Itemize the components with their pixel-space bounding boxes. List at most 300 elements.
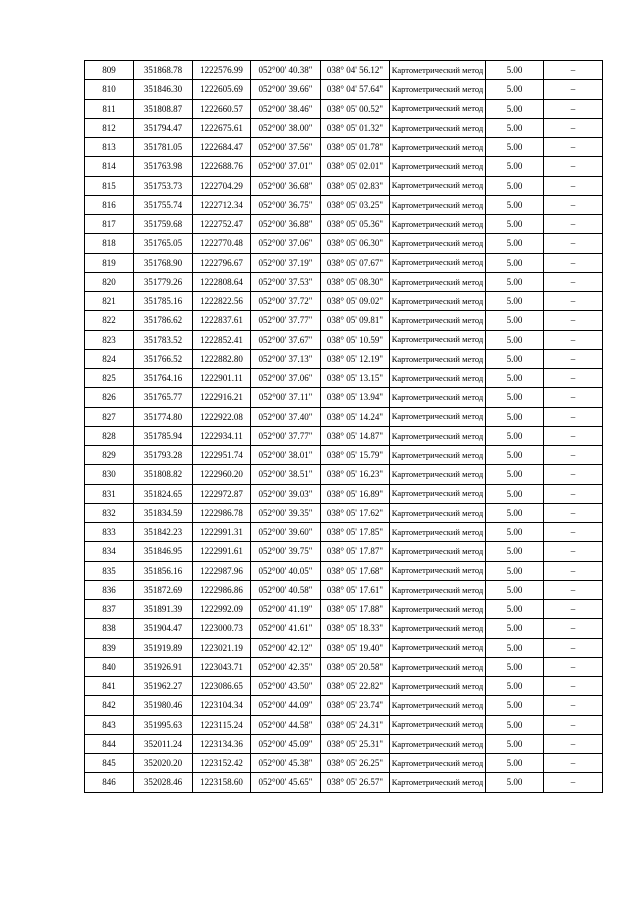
method-cell: Картометрический метод (390, 484, 486, 503)
note-cell: – (544, 446, 603, 465)
table-row (85, 580, 603, 599)
y-coordinate-cell: 1222986.86 (193, 580, 251, 599)
point-number-cell: 830 (85, 465, 134, 484)
latitude-cell: 052°00' 37.72" (251, 292, 321, 311)
method-cell: Картометрический метод (390, 677, 486, 696)
note-cell: – (544, 80, 603, 99)
note-cell: – (544, 349, 603, 368)
x-coordinate-cell: 351763.98 (134, 157, 193, 176)
table-row (85, 80, 603, 99)
latitude-cell: 052°00' 37.01" (251, 157, 321, 176)
point-number-cell: 822 (85, 311, 134, 330)
accuracy-cell: 5.00 (486, 176, 544, 195)
accuracy-cell: 5.00 (486, 503, 544, 522)
point-number-cell: 839 (85, 638, 134, 657)
method-cell: Картометрический метод (390, 61, 486, 80)
point-number-cell: 841 (85, 677, 134, 696)
point-number-cell: 811 (85, 99, 134, 118)
longitude-cell: 038° 05' 01.32" (321, 118, 390, 137)
latitude-cell: 052°00' 43.50" (251, 677, 321, 696)
y-coordinate-cell: 1222922.08 (193, 407, 251, 426)
x-coordinate-cell: 351834.59 (134, 503, 193, 522)
point-number-cell: 829 (85, 446, 134, 465)
longitude-cell: 038° 05' 17.62" (321, 503, 390, 522)
y-coordinate-cell: 1222660.57 (193, 99, 251, 118)
point-number-cell: 824 (85, 349, 134, 368)
longitude-cell: 038° 05' 08.30" (321, 272, 390, 291)
x-coordinate-cell: 351765.05 (134, 234, 193, 253)
note-cell: – (544, 388, 603, 407)
longitude-cell: 038° 05' 16.89" (321, 484, 390, 503)
method-cell: Картометрический метод (390, 638, 486, 657)
accuracy-cell: 5.00 (486, 580, 544, 599)
x-coordinate-cell: 351904.47 (134, 619, 193, 638)
x-coordinate-cell: 351779.26 (134, 272, 193, 291)
note-cell: – (544, 657, 603, 676)
method-cell: Картометрический метод (390, 349, 486, 368)
table-row (85, 619, 603, 638)
point-number-cell: 820 (85, 272, 134, 291)
accuracy-cell: 5.00 (486, 311, 544, 330)
point-number-cell: 817 (85, 215, 134, 234)
latitude-cell: 052°00' 36.75" (251, 195, 321, 214)
table-row (85, 638, 603, 657)
accuracy-cell: 5.00 (486, 715, 544, 734)
table-row (85, 715, 603, 734)
longitude-cell: 038° 05' 10.59" (321, 330, 390, 349)
y-coordinate-cell: 1223134.36 (193, 734, 251, 753)
point-number-cell: 818 (85, 234, 134, 253)
x-coordinate-cell: 351783.52 (134, 330, 193, 349)
longitude-cell: 038° 05' 07.67" (321, 253, 390, 272)
x-coordinate-cell: 351868.78 (134, 61, 193, 80)
coordinates-table (84, 60, 603, 793)
longitude-cell: 038° 05' 26.57" (321, 773, 390, 792)
latitude-cell: 052°00' 41.19" (251, 600, 321, 619)
longitude-cell: 038° 05' 01.78" (321, 138, 390, 157)
x-coordinate-cell: 351781.05 (134, 138, 193, 157)
longitude-cell: 038° 05' 23.74" (321, 696, 390, 715)
latitude-cell: 052°00' 39.03" (251, 484, 321, 503)
accuracy-cell: 5.00 (486, 426, 544, 445)
method-cell: Картометрический метод (390, 580, 486, 599)
point-number-cell: 844 (85, 734, 134, 753)
note-cell: – (544, 561, 603, 580)
x-coordinate-cell: 351919.89 (134, 638, 193, 657)
table-row (85, 542, 603, 561)
note-cell: – (544, 176, 603, 195)
point-number-cell: 827 (85, 407, 134, 426)
y-coordinate-cell: 1223115.24 (193, 715, 251, 734)
latitude-cell: 052°00' 38.01" (251, 446, 321, 465)
note-cell: – (544, 215, 603, 234)
latitude-cell: 052°00' 40.38" (251, 61, 321, 80)
x-coordinate-cell: 351793.28 (134, 446, 193, 465)
accuracy-cell: 5.00 (486, 696, 544, 715)
method-cell: Картометрический метод (390, 754, 486, 773)
note-cell: – (544, 138, 603, 157)
point-number-cell: 812 (85, 118, 134, 137)
latitude-cell: 052°00' 37.11" (251, 388, 321, 407)
table-row (85, 734, 603, 753)
longitude-cell: 038° 05' 03.25" (321, 195, 390, 214)
table-row (85, 99, 603, 118)
method-cell: Картометрический метод (390, 157, 486, 176)
latitude-cell: 052°00' 40.05" (251, 561, 321, 580)
note-cell: – (544, 292, 603, 311)
method-cell: Картометрический метод (390, 773, 486, 792)
x-coordinate-cell: 351872.69 (134, 580, 193, 599)
note-cell: – (544, 580, 603, 599)
x-coordinate-cell: 351856.16 (134, 561, 193, 580)
latitude-cell: 052°00' 37.06" (251, 369, 321, 388)
note-cell: – (544, 426, 603, 445)
y-coordinate-cell: 1222972.87 (193, 484, 251, 503)
method-cell: Картометрический метод (390, 503, 486, 522)
latitude-cell: 052°00' 36.88" (251, 215, 321, 234)
table-row (85, 215, 603, 234)
y-coordinate-cell: 1222987.96 (193, 561, 251, 580)
method-cell: Картометрический метод (390, 118, 486, 137)
table-row (85, 253, 603, 272)
point-number-cell: 816 (85, 195, 134, 214)
point-number-cell: 846 (85, 773, 134, 792)
table-row (85, 176, 603, 195)
y-coordinate-cell: 1223086.65 (193, 677, 251, 696)
y-coordinate-cell: 1222991.31 (193, 523, 251, 542)
x-coordinate-cell: 351785.16 (134, 292, 193, 311)
point-number-cell: 828 (85, 426, 134, 445)
table-row (85, 484, 603, 503)
y-coordinate-cell: 1222837.61 (193, 311, 251, 330)
accuracy-cell: 5.00 (486, 80, 544, 99)
y-coordinate-cell: 1222991.61 (193, 542, 251, 561)
point-number-cell: 810 (85, 80, 134, 99)
note-cell: – (544, 619, 603, 638)
accuracy-cell: 5.00 (486, 484, 544, 503)
point-number-cell: 838 (85, 619, 134, 638)
longitude-cell: 038° 05' 24.31" (321, 715, 390, 734)
method-cell: Картометрический метод (390, 523, 486, 542)
y-coordinate-cell: 1223043.71 (193, 657, 251, 676)
method-cell: Картометрический метод (390, 215, 486, 234)
longitude-cell: 038° 05' 17.87" (321, 542, 390, 561)
x-coordinate-cell: 351764.16 (134, 369, 193, 388)
method-cell: Картометрический метод (390, 253, 486, 272)
accuracy-cell: 5.00 (486, 215, 544, 234)
latitude-cell: 052°00' 37.13" (251, 349, 321, 368)
table-row (85, 446, 603, 465)
y-coordinate-cell: 1223152.42 (193, 754, 251, 773)
latitude-cell: 052°00' 42.35" (251, 657, 321, 676)
table-row (85, 349, 603, 368)
longitude-cell: 038° 05' 19.40" (321, 638, 390, 657)
point-number-cell: 814 (85, 157, 134, 176)
y-coordinate-cell: 1222960.20 (193, 465, 251, 484)
y-coordinate-cell: 1222704.29 (193, 176, 251, 195)
accuracy-cell: 5.00 (486, 600, 544, 619)
latitude-cell: 052°00' 37.19" (251, 253, 321, 272)
y-coordinate-cell: 1222992.09 (193, 600, 251, 619)
y-coordinate-cell: 1222796.67 (193, 253, 251, 272)
y-coordinate-cell: 1222916.21 (193, 388, 251, 407)
x-coordinate-cell: 351962.27 (134, 677, 193, 696)
accuracy-cell: 5.00 (486, 272, 544, 291)
latitude-cell: 052°00' 36.68" (251, 176, 321, 195)
table-row (85, 561, 603, 580)
table-row (85, 465, 603, 484)
table-row (85, 754, 603, 773)
x-coordinate-cell: 351786.62 (134, 311, 193, 330)
y-coordinate-cell: 1222675.61 (193, 118, 251, 137)
x-coordinate-cell: 351774.80 (134, 407, 193, 426)
method-cell: Картометрический метод (390, 696, 486, 715)
accuracy-cell: 5.00 (486, 734, 544, 753)
method-cell: Картометрический метод (390, 426, 486, 445)
x-coordinate-cell: 351766.52 (134, 349, 193, 368)
latitude-cell: 052°00' 44.09" (251, 696, 321, 715)
longitude-cell: 038° 05' 22.82" (321, 677, 390, 696)
x-coordinate-cell: 351759.68 (134, 215, 193, 234)
accuracy-cell: 5.00 (486, 157, 544, 176)
y-coordinate-cell: 1222576.99 (193, 61, 251, 80)
method-cell: Картометрический метод (390, 446, 486, 465)
table-row (85, 696, 603, 715)
longitude-cell: 038° 05' 17.68" (321, 561, 390, 580)
y-coordinate-cell: 1222752.47 (193, 215, 251, 234)
point-number-cell: 842 (85, 696, 134, 715)
method-cell: Картометрический метод (390, 619, 486, 638)
note-cell: – (544, 523, 603, 542)
point-number-cell: 826 (85, 388, 134, 407)
longitude-cell: 038° 05' 16.23" (321, 465, 390, 484)
longitude-cell: 038° 05' 13.15" (321, 369, 390, 388)
table-row (85, 388, 603, 407)
y-coordinate-cell: 1222688.76 (193, 157, 251, 176)
table-row (85, 311, 603, 330)
longitude-cell: 038° 05' 17.88" (321, 600, 390, 619)
accuracy-cell: 5.00 (486, 754, 544, 773)
latitude-cell: 052°00' 38.00" (251, 118, 321, 137)
accuracy-cell: 5.00 (486, 446, 544, 465)
latitude-cell: 052°00' 37.40" (251, 407, 321, 426)
y-coordinate-cell: 1222852.41 (193, 330, 251, 349)
y-coordinate-cell: 1222934.11 (193, 426, 251, 445)
point-number-cell: 843 (85, 715, 134, 734)
method-cell: Картометрический метод (390, 561, 486, 580)
accuracy-cell: 5.00 (486, 253, 544, 272)
latitude-cell: 052°00' 38.51" (251, 465, 321, 484)
point-number-cell: 821 (85, 292, 134, 311)
y-coordinate-cell: 1222684.47 (193, 138, 251, 157)
latitude-cell: 052°00' 37.77" (251, 311, 321, 330)
method-cell: Картометрический метод (390, 657, 486, 676)
table-row (85, 503, 603, 522)
point-number-cell: 831 (85, 484, 134, 503)
point-number-cell: 835 (85, 561, 134, 580)
note-cell: – (544, 773, 603, 792)
note-cell: – (544, 157, 603, 176)
point-number-cell: 823 (85, 330, 134, 349)
x-coordinate-cell: 351842.23 (134, 523, 193, 542)
x-coordinate-cell: 352011.24 (134, 734, 193, 753)
point-number-cell: 833 (85, 523, 134, 542)
accuracy-cell: 5.00 (486, 330, 544, 349)
method-cell: Картометрический метод (390, 195, 486, 214)
method-cell: Картометрический метод (390, 734, 486, 753)
method-cell: Картометрический метод (390, 234, 486, 253)
note-cell: – (544, 253, 603, 272)
x-coordinate-cell: 351980.46 (134, 696, 193, 715)
longitude-cell: 038° 05' 02.01" (321, 157, 390, 176)
method-cell: Картометрический метод (390, 600, 486, 619)
method-cell: Картометрический метод (390, 99, 486, 118)
longitude-cell: 038° 05' 09.02" (321, 292, 390, 311)
table-row (85, 61, 603, 80)
x-coordinate-cell: 351824.65 (134, 484, 193, 503)
y-coordinate-cell: 1222712.34 (193, 195, 251, 214)
x-coordinate-cell: 351755.74 (134, 195, 193, 214)
latitude-cell: 052°00' 41.61" (251, 619, 321, 638)
note-cell: – (544, 600, 603, 619)
x-coordinate-cell: 352020.20 (134, 754, 193, 773)
method-cell: Картометрический метод (390, 80, 486, 99)
longitude-cell: 038° 05' 17.85" (321, 523, 390, 542)
note-cell: – (544, 542, 603, 561)
note-cell: – (544, 311, 603, 330)
x-coordinate-cell: 351753.73 (134, 176, 193, 195)
note-cell: – (544, 484, 603, 503)
accuracy-cell: 5.00 (486, 388, 544, 407)
method-cell: Картометрический метод (390, 407, 486, 426)
note-cell: – (544, 195, 603, 214)
table-row (85, 138, 603, 157)
latitude-cell: 052°00' 38.46" (251, 99, 321, 118)
point-number-cell: 832 (85, 503, 134, 522)
latitude-cell: 052°00' 39.60" (251, 523, 321, 542)
method-cell: Картометрический метод (390, 292, 486, 311)
longitude-cell: 038° 04' 57.64" (321, 80, 390, 99)
y-coordinate-cell: 1223000.73 (193, 619, 251, 638)
table-row (85, 523, 603, 542)
y-coordinate-cell: 1222605.69 (193, 80, 251, 99)
accuracy-cell: 5.00 (486, 234, 544, 253)
point-number-cell: 840 (85, 657, 134, 676)
point-number-cell: 825 (85, 369, 134, 388)
method-cell: Картометрический метод (390, 715, 486, 734)
accuracy-cell: 5.00 (486, 523, 544, 542)
longitude-cell: 038° 05' 00.52" (321, 99, 390, 118)
longitude-cell: 038° 05' 20.58" (321, 657, 390, 676)
longitude-cell: 038° 05' 14.24" (321, 407, 390, 426)
y-coordinate-cell: 1222882.80 (193, 349, 251, 368)
longitude-cell: 038° 05' 12.19" (321, 349, 390, 368)
method-cell: Картометрический метод (390, 542, 486, 561)
x-coordinate-cell: 351794.47 (134, 118, 193, 137)
note-cell: – (544, 638, 603, 657)
table-row (85, 407, 603, 426)
point-number-cell: 819 (85, 253, 134, 272)
method-cell: Картометрический метод (390, 176, 486, 195)
accuracy-cell: 5.00 (486, 349, 544, 368)
point-number-cell: 809 (85, 61, 134, 80)
table-row (85, 118, 603, 137)
note-cell: – (544, 118, 603, 137)
y-coordinate-cell: 1222770.48 (193, 234, 251, 253)
method-cell: Картометрический метод (390, 330, 486, 349)
x-coordinate-cell: 352028.46 (134, 773, 193, 792)
method-cell: Картометрический метод (390, 272, 486, 291)
accuracy-cell: 5.00 (486, 465, 544, 484)
note-cell: – (544, 734, 603, 753)
y-coordinate-cell: 1222951.74 (193, 446, 251, 465)
accuracy-cell: 5.00 (486, 638, 544, 657)
latitude-cell: 052°00' 40.58" (251, 580, 321, 599)
latitude-cell: 052°00' 37.56" (251, 138, 321, 157)
accuracy-cell: 5.00 (486, 657, 544, 676)
accuracy-cell: 5.00 (486, 773, 544, 792)
note-cell: – (544, 696, 603, 715)
longitude-cell: 038° 05' 26.25" (321, 754, 390, 773)
accuracy-cell: 5.00 (486, 407, 544, 426)
longitude-cell: 038° 05' 14.87" (321, 426, 390, 445)
y-coordinate-cell: 1223021.19 (193, 638, 251, 657)
method-cell: Картометрический метод (390, 465, 486, 484)
table-row (85, 157, 603, 176)
latitude-cell: 052°00' 45.38" (251, 754, 321, 773)
point-number-cell: 834 (85, 542, 134, 561)
table-row (85, 677, 603, 696)
table-row (85, 292, 603, 311)
latitude-cell: 052°00' 37.67" (251, 330, 321, 349)
latitude-cell: 052°00' 37.06" (251, 234, 321, 253)
method-cell: Картометрический метод (390, 369, 486, 388)
y-coordinate-cell: 1223158.60 (193, 773, 251, 792)
y-coordinate-cell: 1222901.11 (193, 369, 251, 388)
table-row (85, 195, 603, 214)
longitude-cell: 038° 05' 05.36" (321, 215, 390, 234)
note-cell: – (544, 715, 603, 734)
accuracy-cell: 5.00 (486, 542, 544, 561)
x-coordinate-cell: 351846.30 (134, 80, 193, 99)
longitude-cell: 038° 04' 56.12" (321, 61, 390, 80)
x-coordinate-cell: 351926.91 (134, 657, 193, 676)
note-cell: – (544, 465, 603, 484)
x-coordinate-cell: 351808.82 (134, 465, 193, 484)
y-coordinate-cell: 1222822.56 (193, 292, 251, 311)
latitude-cell: 052°00' 44.58" (251, 715, 321, 734)
x-coordinate-cell: 351846.95 (134, 542, 193, 561)
note-cell: – (544, 234, 603, 253)
y-coordinate-cell: 1223104.34 (193, 696, 251, 715)
note-cell: – (544, 61, 603, 80)
latitude-cell: 052°00' 39.35" (251, 503, 321, 522)
latitude-cell: 052°00' 42.12" (251, 638, 321, 657)
longitude-cell: 038° 05' 02.83" (321, 176, 390, 195)
longitude-cell: 038° 05' 25.31" (321, 734, 390, 753)
point-number-cell: 815 (85, 176, 134, 195)
accuracy-cell: 5.00 (486, 292, 544, 311)
table-row (85, 272, 603, 291)
accuracy-cell: 5.00 (486, 99, 544, 118)
accuracy-cell: 5.00 (486, 138, 544, 157)
latitude-cell: 052°00' 39.66" (251, 80, 321, 99)
note-cell: – (544, 503, 603, 522)
latitude-cell: 052°00' 45.65" (251, 773, 321, 792)
x-coordinate-cell: 351765.77 (134, 388, 193, 407)
accuracy-cell: 5.00 (486, 118, 544, 137)
method-cell: Картометрический метод (390, 138, 486, 157)
